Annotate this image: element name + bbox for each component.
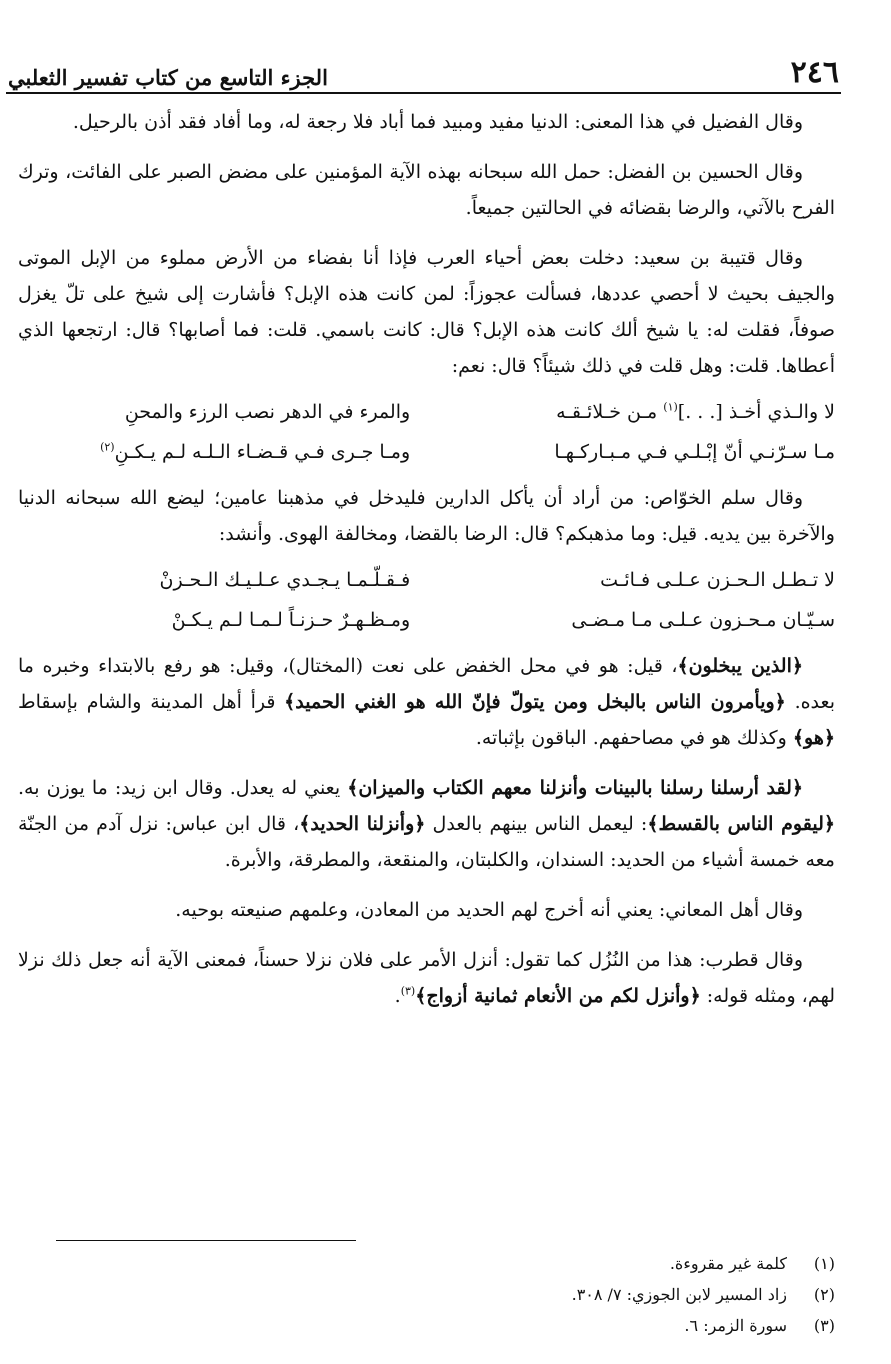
verse-hemistich: مـا سـرّنـي أنّ إبْـلـي فـي مـبـاركـهـا (554, 441, 835, 463)
poem-block-1 (18, 392, 835, 472)
footnote-number: (٢) (813, 1285, 835, 1304)
paragraph-ahl-al-maani: وقال أهل المعاني: يعني أنه أخرج لهم الحديد من المعادن، وعلمهم صنيعته بوحيه. (175, 899, 803, 921)
footnote-item (40, 1310, 835, 1341)
footnote-marker: (١) (663, 400, 678, 414)
quran-quote: ﴿ويأمرون الناس بالبخل ومن يتولّ فإنّ الله هو الغني الحميد﴾ (284, 691, 786, 713)
verse-hemistich: ومـظـهـرٌ حـزنـاً لـمـا لـم يـكـنْ (171, 609, 411, 631)
quran-quote: ﴿وأنزل لكم من الأنعام ثمانية أزواج﴾ (415, 985, 701, 1007)
quran-quote: ﴿هو﴾ (792, 727, 835, 749)
footnote-marker: (٣) (400, 984, 416, 998)
paragraph-qutayba: وقال قتيبة بن سعيد: دخلت بعض أحياء العرب فإذا أنا بفضاء من الأرض مملوء من الإبل الموتى والجيف بحيث لا أحصي عددها، فسألت عجوزاً: لمن كانت هذه الإبل؟ فأشارت إلى شيخ على تلّ يغزل صوفاً، فقلت له: يا شيخ ألك كانت هذه الإبل؟ قال: كانت باسمي. قلت: فما أصابها؟ قال: ارتجعها الذي أعطاها. قلت: وهل قلت في ذلك شيئاً؟ قال: نعم: (18, 247, 835, 377)
paragraph-rusul: ﴿لقد أرسلنا رسلنا بالبينات وأنزلنا معهم الكتاب والميزان﴾ يعني له يعدل. وقال ابن زيد: ما يوزن به. ﴿ليقوم الناس بالقسط﴾: ليعمل الناس بينهم بالعدل ﴿وأنزلنا الحديد﴾، قال ابن عباس: نزل آدم من الجنّة معه خمسة أشياء من الحديد: السندان، والكلبتان، والمنقعة، والمطرقة، والأبرة. (18, 777, 835, 871)
footnote-text: زاد المسير لابن الجوزي: ٧/ ٣٠٨. (571, 1285, 787, 1304)
footnote-marker: (٢) (100, 440, 115, 454)
verse-hemistich: فـقـلّـمـا يـجـدي عـلـيـك الـحـزنْ (159, 569, 411, 591)
paragraph-husayn: وقال الحسين بن الفضل: حمل الله سبحانه بهذه الآية المؤمنين على مضض الصبر على الفائت، وترك الفرح بالآتي، والرضا بقضائه في الحالتين جميعاً. (18, 161, 835, 219)
page-header (8, 48, 839, 88)
footnote-number: (٣) (813, 1316, 835, 1335)
quran-quote: ﴿الذين يبخلون﴾ (677, 655, 803, 677)
verse-hemistich: ومـا جـرى فـي قـضـاء الـلـه لـم يـكـنِ$^{(٢)}$ (100, 440, 411, 463)
verse-hemistich: لا تـطـل الـحـزن عـلـى فـائـت (600, 569, 835, 591)
verse-line (18, 560, 835, 600)
footnote-text: كلمة غير مقروءة. (669, 1254, 787, 1273)
footnote-number: (١) (813, 1254, 835, 1273)
footnote-text: سورة الزمر: ٦. (684, 1316, 787, 1335)
footnote-item (40, 1248, 835, 1279)
verse-line (18, 600, 835, 640)
verse-line (18, 432, 835, 472)
paragraph-qutrub: وقال قطرب: هذا من النُزُل كما تقول: أنزل الأمر على فلان نزلا حسناً، فمعنى الآية أنه جعل ذلك نزلا لهم، ومثله قوله: ﴿وأنزل لكم من الأنعام ثمانية أزواج﴾$^{(٣)}$. (18, 949, 835, 1007)
page-body (18, 104, 835, 1028)
verse-line (18, 392, 835, 432)
page-number: ٢٤٦ (790, 55, 839, 90)
paragraph-salm: وقال سلم الخوّاص: من أراد أن يأكل الدارين فليدخل في مذهبنا عامين؛ ليضع الله سبحانه الدنيا والآخرة بين يديه. قيل: وما مذهبكم؟ قال: الرضا بالقضا، ومخالفة الهوى. وأنشد: (18, 487, 835, 545)
header-rule (6, 92, 841, 94)
footnotes (40, 1248, 835, 1341)
footnote-rule (56, 1240, 356, 1241)
paragraph-yabkhalun: ﴿الذين يبخلون﴾، قيل: هو في محل الخفض على نعت (المختال)، وقيل: هو رفع بالابتداء وخبره ما بعده. ﴿ويأمرون الناس بالبخل ومن يتولّ فإنّ الله هو الغني الحميد﴾ قرأ أهل المدينة والشام بإسقاط ﴿هو﴾ وكذلك هو في مصاحفهم. الباقون بإثباته. (18, 655, 835, 749)
quran-quote: ﴿لقد أرسلنا رسلنا بالبينات وأنزلنا معهم الكتاب والميزان﴾ (347, 777, 803, 799)
verse-hemistich: سـيّـان مـحـزون عـلـى مـا مـضـى (571, 609, 835, 631)
paragraph-fudayl: وقال الفضيل في هذا المعنى: الدنيا مفيد ومبيد فما أباد فلا رجعة له، وما أفاد فقد أذن بالرحيل. (72, 111, 803, 133)
verse-hemistich: لا والـذي أخـذ [. . .]$^{(١)}$ مـن خـلائـقـه (556, 400, 835, 423)
quran-quote: ﴿وأنزلنا الحديد﴾ (299, 813, 426, 835)
footnote-item (40, 1279, 835, 1310)
verse-hemistich: والمرء في الدهر نصب الرزء والمحنِ (124, 401, 411, 423)
running-title: الجزء التاسع من كتاب تفسير الثعلبي (8, 65, 328, 90)
quran-quote: ﴿ليقوم الناس بالقسط﴾ (647, 813, 835, 835)
poem-block-2 (18, 560, 835, 640)
